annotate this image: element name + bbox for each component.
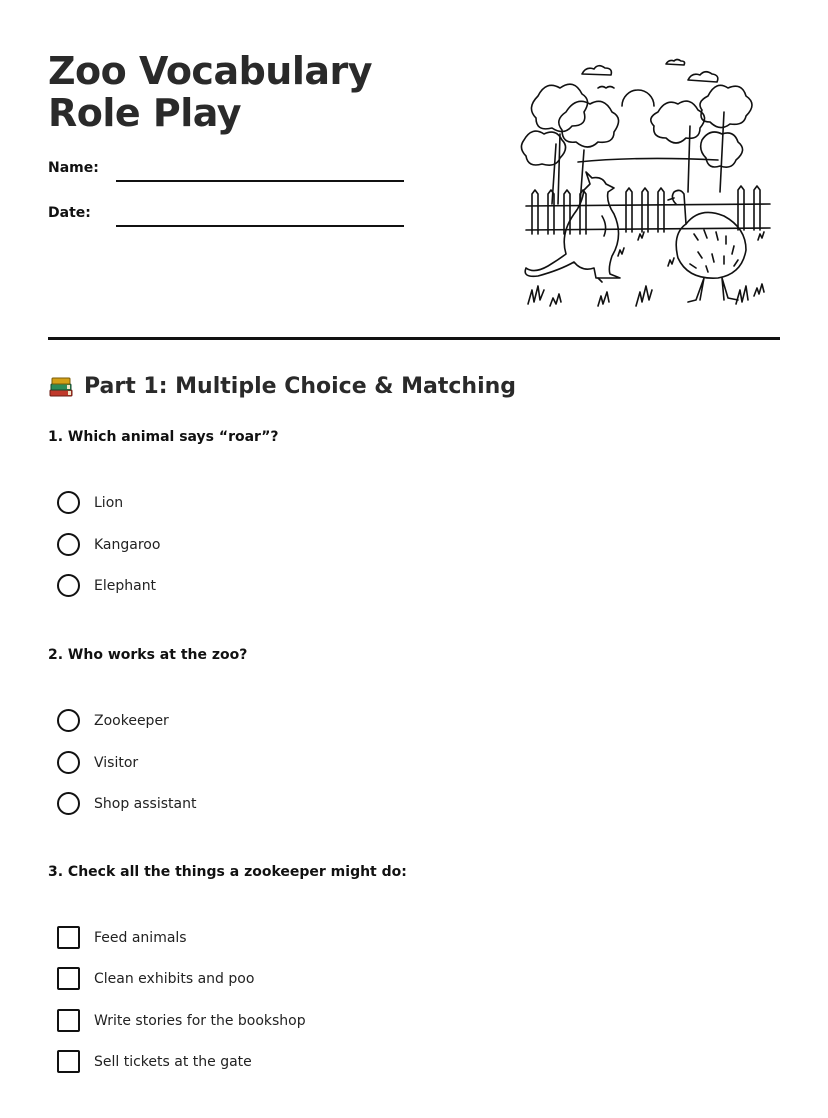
- q1-option-elephant[interactable]: [57, 574, 156, 597]
- q3-option-write-stories[interactable]: [57, 1009, 306, 1032]
- question-3: 3. Check all the things a zookeeper might do:: [48, 864, 407, 880]
- radio-button[interactable]: [57, 491, 80, 514]
- q3-option-clean-exhibits[interactable]: [57, 967, 254, 990]
- question-1: 1. Which animal says “roar”?: [48, 429, 279, 445]
- option-label: Visitor: [94, 754, 139, 771]
- date-label: Date:: [48, 205, 91, 221]
- radio-button[interactable]: [57, 751, 80, 774]
- option-label: Feed animals: [94, 929, 187, 946]
- option-label: Kangaroo: [94, 536, 161, 553]
- books-icon: [48, 375, 74, 399]
- q2-option-visitor[interactable]: [57, 751, 138, 774]
- checkbox[interactable]: [57, 1050, 80, 1073]
- part1-heading: [48, 374, 516, 399]
- question-2: 2. Who works at the zoo?: [48, 647, 248, 663]
- radio-button[interactable]: [57, 709, 80, 732]
- zoo-illustration-image: [518, 56, 772, 312]
- q3-option-sell-tickets[interactable]: [57, 1050, 252, 1073]
- option-label: Sell tickets at the gate: [94, 1053, 252, 1070]
- checkbox[interactable]: [57, 1009, 80, 1032]
- part1-title: Part 1: Multiple Choice & Matching: [84, 374, 517, 399]
- checkbox[interactable]: [57, 967, 80, 990]
- header-divider: [48, 337, 780, 340]
- q1-option-kangaroo[interactable]: [57, 533, 160, 556]
- option-label: Shop assistant: [94, 795, 197, 812]
- option-label: Clean exhibits and poo: [94, 970, 255, 987]
- name-label: Name:: [48, 160, 99, 176]
- q3-option-feed-animals[interactable]: [57, 926, 187, 949]
- q2-option-shop-assistant[interactable]: [57, 792, 196, 815]
- option-label: Elephant: [94, 577, 157, 594]
- q2-option-zookeeper[interactable]: [57, 709, 169, 732]
- page-title: Zoo Vocabulary Role Play: [48, 49, 373, 135]
- radio-button[interactable]: [57, 533, 80, 556]
- option-label: Write stories for the bookshop: [94, 1012, 306, 1029]
- radio-button[interactable]: [57, 574, 80, 597]
- name-line[interactable]: [116, 180, 404, 182]
- option-label: Zookeeper: [94, 712, 169, 729]
- q1-option-lion[interactable]: [57, 491, 123, 514]
- checkbox[interactable]: [57, 926, 80, 949]
- date-line[interactable]: [116, 225, 404, 227]
- radio-button[interactable]: [57, 792, 80, 815]
- option-label: Lion: [94, 494, 124, 511]
